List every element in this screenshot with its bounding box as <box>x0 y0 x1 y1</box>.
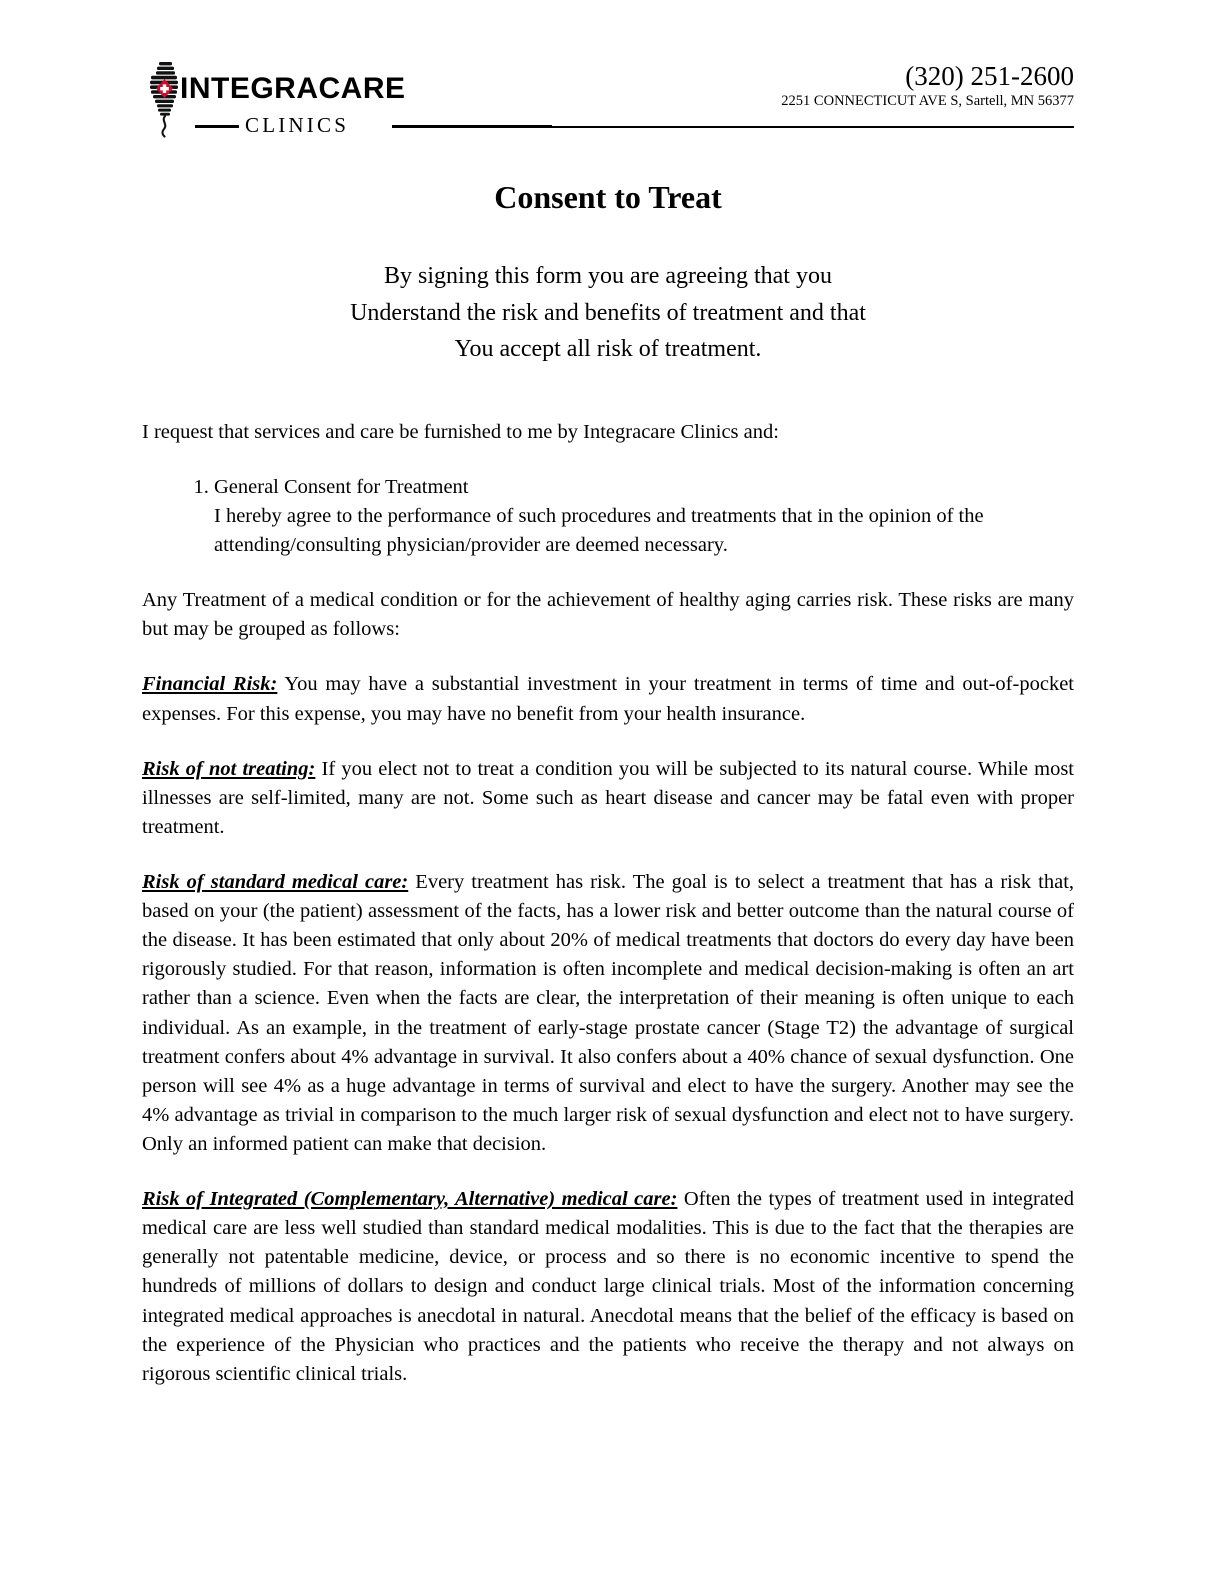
list-item <box>214 473 1074 560</box>
clinic-phone: (320) 251-2600 <box>905 61 1074 91</box>
brand-name: INTEGRACARE <box>180 72 406 105</box>
section-lead-in: Financial Risk: <box>142 673 278 696</box>
clinic-logo <box>142 52 432 142</box>
page-title: Consent to Treat <box>494 179 722 215</box>
clinic-contact-info <box>781 62 1074 111</box>
logo-rule-left <box>195 125 239 128</box>
section-text: Every treatment has risk. The goal is to select a treatment that has a risk that, based on your (the patient) assessment of the facts, has a lower risk and better outcome than the natural course of the disease. It has been estimated that only about 20% of medical treatments that doctors do every day have been rigorously studied. For that reason, information is often incomplete and medical decision-making is often an art rather than a science. Even when the facts are clear, the interpretation of their meaning is often unique to each individual. As an example, in the treatment of early-stage prostate cancer (Stage T2) the advantage of surgical treatment confers about 4% advantage in survival. It also confers about a 40% chance of sexual dysfunction. One person will see 4% as a huge advantage in terms of survival and elect to have the surgery. Another may see the 4% advantage as trivial in comparison to the much larger risk of sexual dysfunction and elect not to have surgery. Only an informed patient can make that decision. <box>142 871 1075 1155</box>
risk-section-not-treating <box>142 755 1074 842</box>
clinic-address: 2251 CONNECTICUT AVE S, Sartell, MN 56377 <box>781 93 1074 110</box>
section-lead-in: Risk of Integrated (Complementary, Alternative) medical care: <box>142 1188 678 1211</box>
list-item-title: 1. General Consent for Treatment <box>214 475 469 498</box>
letterhead <box>142 52 1074 142</box>
agreement-statement-line: Understand the risk and benefits of treatment and that <box>350 299 866 326</box>
document-body <box>142 178 1074 1415</box>
section-lead-in: Risk of not treating: <box>142 757 316 780</box>
intro-paragraph: I request that services and care be furnished to me by Integracare Clinics and: <box>142 420 779 443</box>
spine-caduceus-emblem <box>148 60 182 138</box>
agreement-statement <box>142 258 1074 367</box>
risk-section-financial <box>142 670 1074 728</box>
section-text: You may have a substantial investment in your treatment in terms of time and out-of-pocket expenses. For this expense, you may have no benefit from your health insurance. <box>142 673 1074 725</box>
section-text: If you elect not to treat a condition you will be subjected to its natural course. While most illnesses are self-limited, many are not. Some such as heart disease and cancer may be fatal even with proper treatment. <box>142 757 1075 838</box>
logo-rule-right <box>392 125 552 128</box>
risk-section-standard-care <box>142 868 1074 1159</box>
consent-list <box>142 473 1074 560</box>
list-item-text: I hereby agree to the performance of such procedures and treatments that in the opinion of the attending/consulting physician/provider are deemed necessary. <box>214 505 984 557</box>
agreement-statement-line: By signing this form you are agreeing that you <box>384 263 832 290</box>
brand-subtitle: CLINICS <box>245 113 350 137</box>
section-text: Often the types of treatment used in integrated medical care are less well studied than standard medical modalities. This is due to the fact that the therapies are generally not patentable medicine, device, or process and so there is no economic incentive to spend the hundreds of millions of dollars to design and conduct large clinical trials. Most of the information concerning integrated medical approaches is anecdotal in natural. Anecdotal means that the belief of the efficacy is based on the experience of the Physician who practices and the patients who receive the therapy and not always on rigorous scientific clinical trials. <box>142 1188 1074 1385</box>
letterhead-divider <box>552 126 1074 128</box>
agreement-statement-line: You accept all risk of treatment. <box>454 336 762 363</box>
risk-section-integrated-care <box>142 1185 1074 1389</box>
risk-intro-paragraph: Any Treatment of a medical condition or for the achievement of healthy aging carries risk. These risks are many but may be grouped as follows: <box>142 589 1074 641</box>
section-lead-in: Risk of standard medical care: <box>142 871 409 893</box>
